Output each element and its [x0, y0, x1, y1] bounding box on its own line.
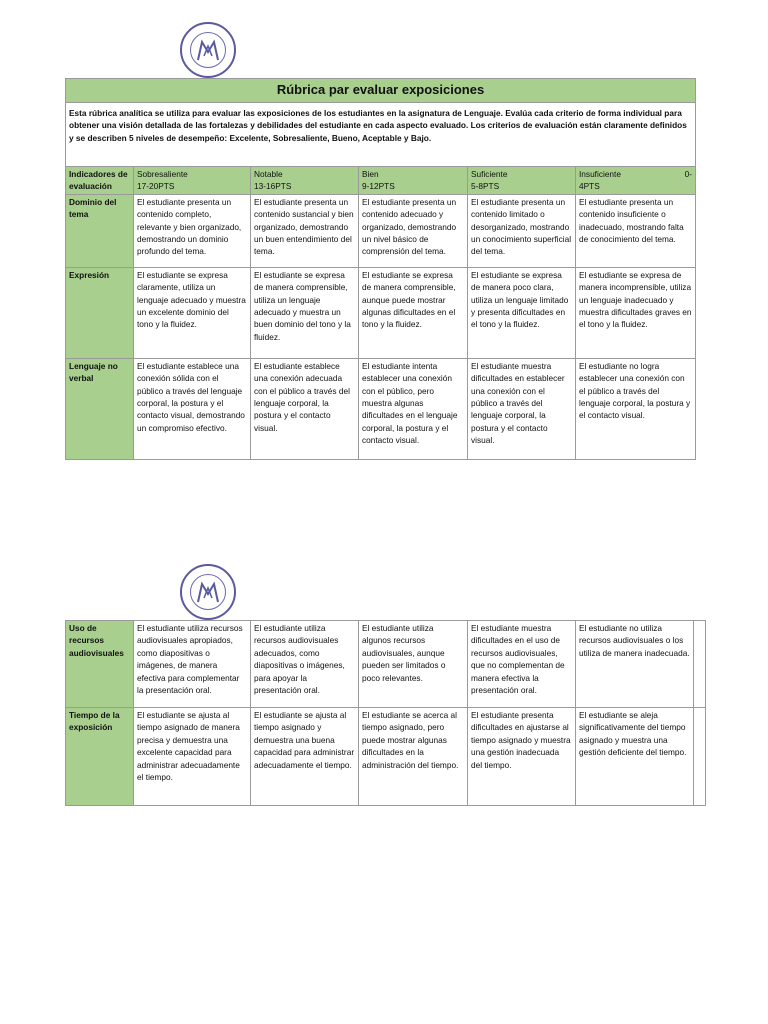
table-cell: El estudiante presenta un contenido completo, relevante y bien organizado, demostrando un dominio profundo del tema.	[134, 194, 251, 267]
table-cell: El estudiante se ajusta al tiempo asignado y demuestra una buena capacidad para administrar adecuadamente el tiempo.	[251, 708, 359, 806]
table-row	[66, 358, 696, 459]
level-header: Suficiente 5-8PTS	[468, 167, 576, 195]
empty-cell	[694, 621, 706, 708]
table-cell: El estudiante se expresa claramente, utiliza un lenguaje adecuado y muestra un excelente dominio del tono y la fluidez.	[134, 267, 251, 358]
table-cell: El estudiante presenta un contenido sustancial y bien organizado, demostrando un buen entendimiento del tema.	[251, 194, 359, 267]
table-cell: El estudiante presenta un contenido adecuado y organizado, demostrando un nivel básico de comprensión del tema.	[359, 194, 468, 267]
level-header: Bien 9-12PTS	[359, 167, 468, 195]
school-seal-icon	[180, 22, 236, 78]
rubric-title: Rúbrica par evaluar exposiciones	[66, 79, 696, 103]
rubric-table-continued	[65, 620, 706, 806]
criterion-label: Expresión	[66, 267, 134, 358]
table-cell: El estudiante se expresa de manera poco clara, utiliza un lenguaje limitado y presenta dificultades en el tono y la fluidez.	[468, 267, 576, 358]
table-cell: El estudiante se expresa de manera comprensible, utiliza un lenguaje adecuado y muestra un buen dominio del tono y la fluidez.	[251, 267, 359, 358]
table-cell: El estudiante presenta un contenido limitado o desorganizado, mostrando un conocimiento superficial del tema.	[468, 194, 576, 267]
criterion-label: Dominio del tema	[66, 194, 134, 267]
table-cell: El estudiante utiliza algunos recursos audiovisuales, aunque pueden ser limitados o poco relevantes.	[359, 621, 468, 708]
table-cell: El estudiante no logra establecer una conexión con el público a través del lenguaje corporal, la postura y el contacto visual.	[576, 358, 696, 459]
empty-cell	[694, 708, 706, 806]
table-cell: El estudiante se aleja significativamente del tiempo asignado y muestra una gestión deficiente del tiempo.	[576, 708, 694, 806]
table-cell: El estudiante muestra dificultades en el uso de recursos audiovisuales, que no complementan de manera efectiva la presentación oral.	[468, 621, 576, 708]
indicator-header: Indicadores de evaluación	[66, 167, 134, 195]
table-cell: El estudiante se expresa de manera comprensible, aunque puede mostrar algunas dificultades en el tono y la fluidez.	[359, 267, 468, 358]
table-cell: El estudiante muestra dificultades en establecer una conexión con el público a través del lenguaje corporal, la postura y el contacto visual.	[468, 358, 576, 459]
criterion-label: Uso de recursos audiovisuales	[66, 621, 134, 708]
rubric-table	[65, 78, 696, 460]
level-header: Insuficiente 0- 4PTS	[576, 167, 696, 195]
table-cell: El estudiante se expresa de manera incomprensible, utiliza un lenguaje inadecuado y muestra dificultades graves en el tono y la fluidez.	[576, 267, 696, 358]
table-cell: El estudiante utiliza recursos audiovisuales adecuados, como diapositivas o imágenes, para apoyar la presentación oral.	[251, 621, 359, 708]
table-cell: El estudiante establece una conexión sólida con el público a través del lenguaje corporal, la postura y el contacto visual, demostrando un compromiso efectivo.	[134, 358, 251, 459]
table-cell: El estudiante se ajusta al tiempo asignado de manera precisa y demuestra una excelente capacidad para administrar adecuadamente el tiempo.	[134, 708, 251, 806]
table-row	[66, 267, 696, 358]
table-cell: El estudiante intenta establecer una conexión con el público, pero muestra algunas dificultades en el lenguaje corporal, la postura y el contacto visual.	[359, 358, 468, 459]
rubric-intro: Esta rúbrica analítica se utiliza para evaluar las exposiciones de los estudiantes en la asignatura de Lenguaje. Evalúa cada criterio de forma individual para obtener una visión detallada de las fortalezas y debilidades del estudiante en cada aspecto evaluado. Los criterios de evaluación están claramente definidos y se describen 5 niveles de desempeño: Excelente, Sobresaliente, Bueno, Aceptable y Bajo.	[66, 103, 696, 167]
criterion-label: Lenguaje no verbal	[66, 358, 134, 459]
table-cell: El estudiante establece una conexión adecuada con el público a través del lenguaje corporal, la postura y el contacto visual.	[251, 358, 359, 459]
table-cell: El estudiante se acerca al tiempo asignado, pero puede mostrar algunas dificultades en la administración del tiempo.	[359, 708, 468, 806]
school-seal-icon	[180, 564, 236, 620]
table-row	[66, 621, 706, 708]
table-cell: El estudiante presenta dificultades en ajustarse al tiempo asignado y muestra una gestión inadecuada del tiempo.	[468, 708, 576, 806]
table-cell: El estudiante no utiliza recursos audiovisuales o los utiliza de manera inadecuada.	[576, 621, 694, 708]
header-row	[66, 167, 696, 195]
criterion-label: Tiempo de la exposición	[66, 708, 134, 806]
table-cell: El estudiante presenta un contenido insuficiente o inadecuado, mostrando falta de conocimiento del tema.	[576, 194, 696, 267]
table-row	[66, 194, 696, 267]
level-header: Notable 13-16PTS	[251, 167, 359, 195]
level-header: Sobresaliente 17-20PTS	[134, 167, 251, 195]
table-row	[66, 708, 706, 806]
table-cell: El estudiante utiliza recursos audiovisuales apropiados, como diapositivas o imágenes, de manera efectiva para complementar la presentación oral.	[134, 621, 251, 708]
